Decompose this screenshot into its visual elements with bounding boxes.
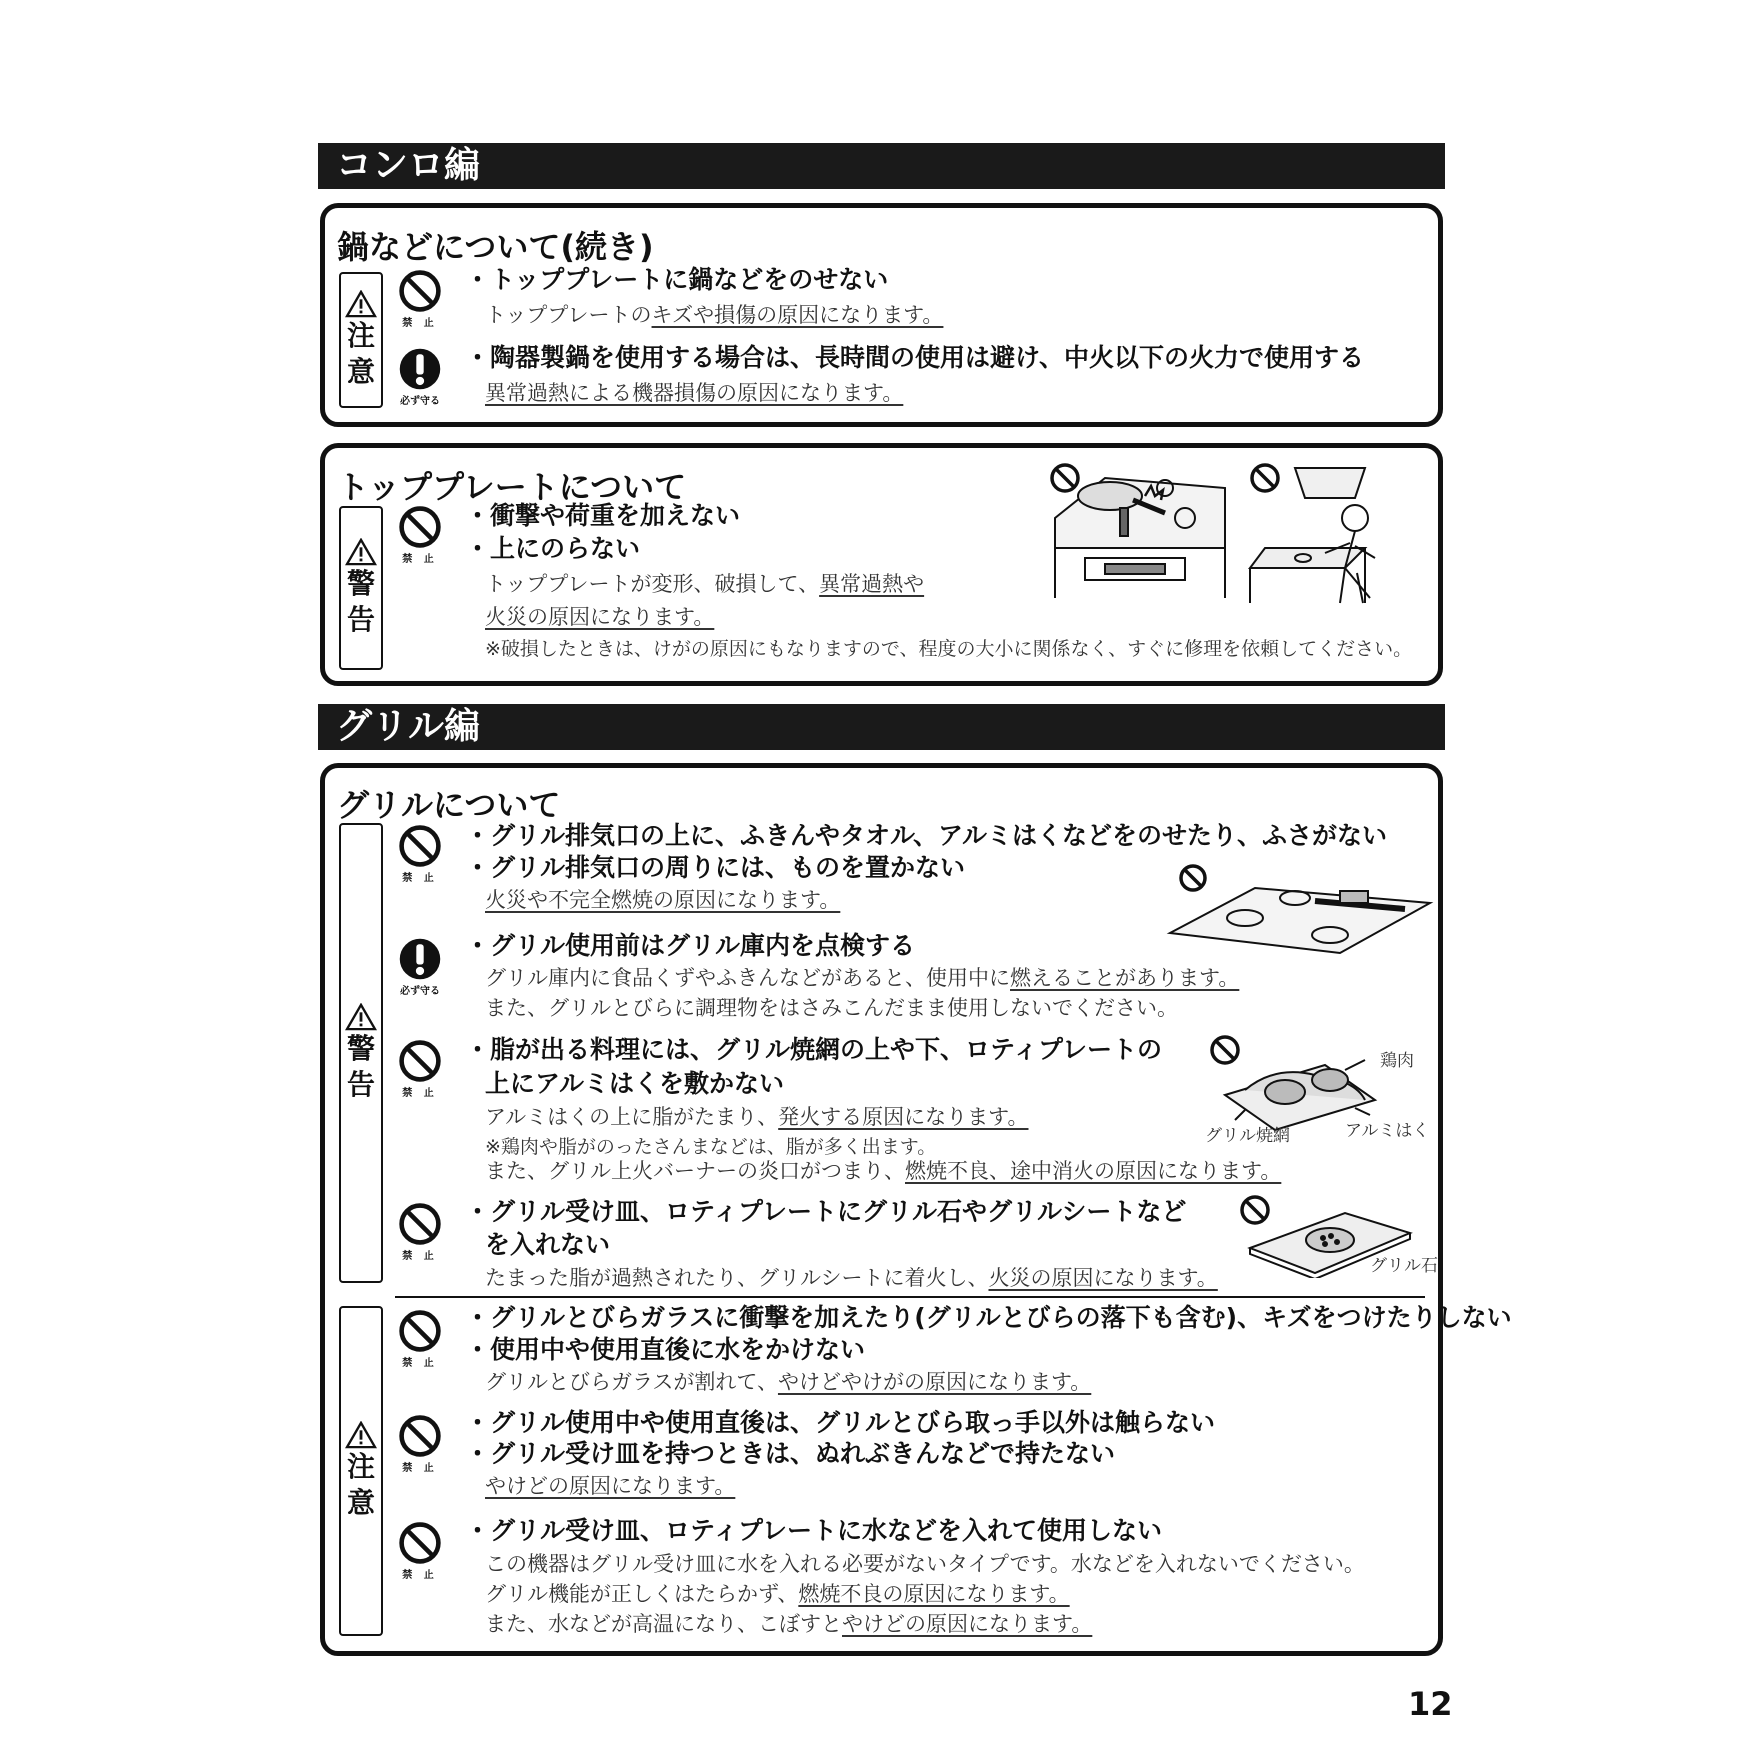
caution-label [339, 272, 383, 408]
instruction: ・グリル排気口の上に、ふきんやタオル、アルミはくなどをのせたり、ふさがない [465, 821, 1388, 850]
mandatory-symbol [395, 346, 445, 408]
box-top-plate [320, 443, 1443, 686]
section-header-konro: コンロ編 [318, 143, 1445, 189]
symbol-caption: 禁 止 [402, 1088, 438, 1099]
label-char: 告 [346, 1068, 375, 1101]
instruction: ・衝撃や荷重を加えない [465, 501, 741, 530]
reason-text: たまった脂が過熱されたり、グリルシートに着火し、火災の原因になります。 [485, 1266, 1218, 1290]
instruction: ・グリル受け皿を持つときは、ぬれぶきんなどで持たない [465, 1439, 1116, 1468]
label-char: 告 [346, 603, 375, 636]
prohibit-symbol [395, 823, 445, 885]
instruction: を入れない [485, 1230, 611, 1259]
reason-text: 異常過熱による機器損傷の原因になります。 [485, 381, 904, 405]
reason-text: また、グリル上火バーナーの炎口がつまり、燃焼不良、途中消火の原因になります。 [485, 1159, 1282, 1183]
section-divider [395, 1296, 1425, 1298]
label-char: 意 [346, 355, 375, 388]
instruction: ・上にのらない [465, 534, 641, 563]
prohibit-symbol [395, 504, 445, 566]
label-char: 注 [346, 1450, 375, 1483]
symbol-caption: 禁 止 [402, 554, 438, 565]
symbol-caption: 禁 止 [402, 1251, 438, 1262]
reason-text: この機器はグリル受け皿に水を入れる必要がないタイプです。水などを入れないでください。 [485, 1552, 1365, 1576]
symbol-caption: 禁 止 [402, 1463, 438, 1474]
instruction: ・使用中や使用直後に水をかけない [465, 1335, 866, 1364]
warning-triangle-icon [345, 290, 377, 318]
label-char: 注 [346, 319, 375, 352]
prohibit-icon [397, 268, 443, 314]
prohibit-icon [397, 1038, 443, 1084]
label-char: 警 [346, 1032, 375, 1065]
instruction: ・グリルとびらガラスに衝撃を加えたり(グリルとびらの落下も含む)、キズをつけたりしない [465, 1303, 1512, 1332]
callout-label: グリル焼網 [1205, 1126, 1290, 1146]
reason-text: また、グリルとびらに調理物をはさみこんだまま使用しないでください。 [485, 996, 1178, 1020]
warning-triangle-icon [345, 1003, 377, 1031]
instruction: ・脂が出る料理には、グリル焼網の上や下、ロティプレートの [465, 1035, 1163, 1064]
callout-label: 鶏肉 [1380, 1051, 1414, 1071]
prohibit-symbol [395, 1520, 445, 1582]
pan-impact-illustration [1045, 458, 1235, 608]
prohibit-icon [397, 1520, 443, 1566]
symbol-caption: 禁 止 [402, 1570, 438, 1581]
mandatory-symbol [395, 936, 445, 998]
instruction: ・陶器製鍋を使用する場合は、長時間の使用は避け、中火以下の火力で使用する [465, 343, 1365, 372]
label-char: 警 [346, 567, 375, 600]
reason-text: アルミはくの上に脂がたまり、発火する原因になります。 [485, 1105, 1029, 1129]
mandatory-icon [397, 346, 443, 392]
prohibit-icon [397, 504, 443, 550]
warning-triangle-icon [345, 538, 377, 566]
prohibit-symbol [395, 1308, 445, 1370]
label-char: 意 [346, 1486, 375, 1519]
page-number: 12 [1408, 1685, 1453, 1723]
standing-person-illustration [1245, 458, 1425, 608]
prohibit-symbol [395, 1038, 445, 1100]
instruction: 上にアルミはくを敷かない [485, 1069, 785, 1098]
symbol-caption: 禁 止 [402, 873, 438, 884]
reason-text: トッププレートが変形、破損して、異常過熱や [485, 572, 925, 596]
box-title: トッププレートについて [337, 468, 687, 506]
instruction: ・トッププレートに鍋などをのせない [465, 265, 889, 294]
instruction: ・グリル受け皿、ロティプレートにグリル石やグリルシートなど [465, 1197, 1187, 1226]
caution-label [339, 1306, 383, 1636]
prohibit-icon [397, 1201, 443, 1247]
symbol-caption: 必ず守る [400, 986, 440, 997]
prohibit-icon [397, 1308, 443, 1354]
prohibit-symbol [395, 1201, 445, 1263]
box-title: グリルについて [337, 786, 561, 824]
grill-vent-illustration [1165, 863, 1435, 963]
reason-text: 火災の原因になります。 [485, 605, 715, 629]
reason-text: やけどの原因になります。 [485, 1474, 736, 1498]
prohibit-symbol [395, 1413, 445, 1475]
box-title: 鍋などについて(続き) [337, 228, 654, 266]
prohibit-icon [397, 823, 443, 869]
reason-text: グリル機能が正しくはたらかず、燃焼不良の原因になります。 [485, 1582, 1070, 1606]
note-text: ※破損したときは、けがの原因にもなりますので、程度の大小に関係なく、すぐに修理を依頼してください。 [485, 638, 1413, 660]
reason-text: グリルとびらガラスが割れて、やけどやけがの原因になります。 [485, 1370, 1092, 1394]
reason-text: 火災や不完全燃焼の原因になります。 [485, 888, 841, 912]
callout-label: アルミはく [1345, 1121, 1430, 1141]
reason-text: トッププレートのキズや損傷の原因になります。 [485, 303, 944, 327]
section-header-grill: グリル編 [318, 704, 1445, 750]
warning-triangle-icon [345, 1421, 377, 1449]
symbol-caption: 禁 止 [402, 318, 438, 329]
callout-label: グリル石 [1370, 1256, 1438, 1276]
prohibit-icon [397, 1413, 443, 1459]
instruction: ・グリル受け皿、ロティプレートに水などを入れて使用しない [465, 1516, 1163, 1545]
mandatory-icon [397, 936, 443, 982]
box-grill [320, 763, 1512, 1656]
reason-text: グリル庫内に食品くずやふきんなどがあると、使用中に燃えることがあります。 [485, 966, 1240, 990]
warning-label [339, 506, 383, 670]
warning-label [339, 823, 383, 1283]
instruction: ・グリル使用前はグリル庫内を点検する [465, 931, 916, 960]
prohibit-symbol [395, 268, 445, 330]
instruction: ・グリル使用中や使用直後は、グリルとびら取っ手以外は触らない [465, 1408, 1216, 1437]
note-text: ※鶏肉や脂がのったさんまなどは、脂が多く出ます。 [485, 1136, 937, 1158]
symbol-caption: 必ず守る [400, 396, 440, 407]
box-pots-continued [320, 203, 1443, 427]
reason-text: また、水などが高温になり、こぼすとやけどの原因になります。 [485, 1612, 1093, 1636]
symbol-caption: 禁 止 [402, 1358, 438, 1369]
instruction: ・グリル排気口の周りには、ものを置かない [465, 853, 966, 882]
